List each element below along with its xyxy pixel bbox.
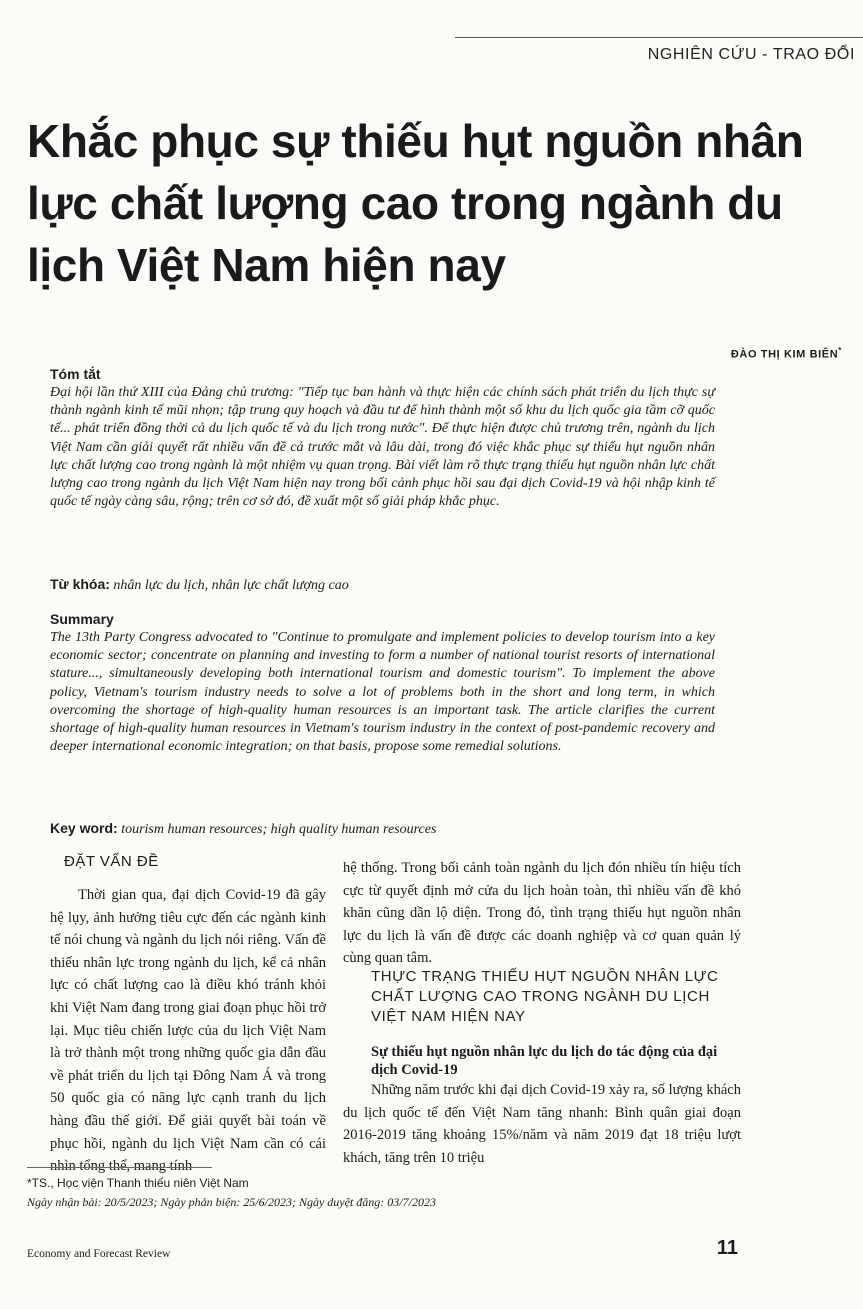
journal-name: Economy and Forecast Review [27,1248,171,1260]
right-column-bottom [343,1079,741,1169]
keywords-en-label: Key word: [50,820,118,836]
abstract-en-heading: Summary [50,611,114,627]
section-header: NGHIÊN CỨU - TRAO ĐỔI [647,46,855,63]
footnote-rule [27,1167,212,1168]
subsection-heading: Sự thiếu hụt nguồn nhân lực du lịch do tác động của đại dịch Covid-19 [371,1044,718,1078]
header-rule [455,37,863,38]
right-paragraph-2: Những năm trước khi đại dịch Covid-19 xảy ra, số lượng khách du lịch quốc tế đến Việt Nam tăng nhanh: Bình quân giai đoạn 2016-2019 tăng khoảng 15%/năm và năm 2019 đạt 18 triệu lượt khách, tăng trên 10 triệu [343,1082,741,1166]
page-number: 11 [716,1237,738,1259]
author-name: ĐÀO THỊ KIM BIÊN [730,348,839,361]
section-heading-status: THỰC TRẠNG THIẾU HỤT NGUỒN NHÂN LỰC CHẤT LƯỢNG CAO TRONG NGÀNH DU LỊCH VIỆT NAM HIỆN NAY [371,968,719,1025]
author [560,346,842,361]
footnote-affiliation: *TS., Học viện Thanh thiếu niên Việt Nam [27,1176,249,1190]
abstract-vi-text: Đại hội lần thứ XIII của Đảng chủ trương: "Tiếp tục ban hành và thực hiện các chính sách phát triển du lịch thực sự thành ngành kinh tế mũi nhọn; tập trung quy hoạch và đầu tư để hình thành một số khu du lịch quốc gia tầm cỡ quốc tế... phát triển đồng thời cả du lịch quốc tế và du lịch trong nước". Để thực hiện được chủ trương trên, ngành du lịch Việt Nam cần giải quyết rất nhiều vấn đề cả trước mắt và lâu dài, trong đó việc khắc phục sự thiếu hụt nguồn nhân lực chất lượng cao trong ngành là một nhiệm vụ quan trọng. Bài viết làm rõ thực trạng thiếu hụt nguồn nhân lực chất lượng cao trong ngành du lịch Việt Nam hiện nay trong bối cảnh phục hồi sau đại dịch Covid-19 và hội nhập kinh tế quốc tế ngày càng sâu, rộng; trên cơ sở đó, đề xuất một số giải pháp khắc phục. [50,385,715,510]
right-column-top [343,857,741,970]
article-title: Khắc phục sự thiếu hụt nguồn nhân lực chất lượng cao trong ngành du lịch Việt Nam hiện nay [27,115,804,291]
keywords-vi-text: nhân lực du lịch, nhân lực chất lượng cao [113,578,349,593]
keywords-vi-label: Từ khóa: [50,576,110,592]
abstract-en-text: The 13th Party Congress advocated to "Continue to promulgate and implement policies to develop tourism into a key economic sector; concentrate on planning and investing to form a number of national tourist resorts of international stature..., simultaneously developing both international tourism and domestic tourism". To implement the above policy, Vietnam's tourism industry needs to solve a lot of problems both in the short and long term, in which overcoming the shortage of high-quality human resources is an important task. The article clarifies the current shortage of high-quality human resources in Vietnam's tourism industry in the context of post-pandemic recovery and deeper international economic integration; on that basis, propose some remedial solutions. [50,630,715,755]
intro-column [50,884,326,1178]
keywords-en [50,820,740,838]
author-mark: * [838,346,842,355]
keywords-en-text: tourism human resources; high quality human resources [121,822,437,837]
keywords-vi [50,576,740,594]
intro-paragraph: Thời gian qua, đại dịch Covid-19 đã gây hệ lụy, ảnh hưởng tiêu cực đến các ngành kinh tế nói chung và ngành du lịch nói riêng. Vấn đề thiếu nhân lực trong ngành du lịch, kể cả nhân lực có chất lượng cao là điều khó tránh khỏi khi Việt Nam đang trong giai đoạn phục hồi trở lại. Mục tiêu chiến lược của du lịch Việt Nam là trở thành một trong những quốc gia dẫn đầu về phát triển du lịch tại Đông Nam Á và trong 50 quốc gia có năng lực cạnh tranh du lịch hàng đầu thế giới. Để giải quyết bài toán về phục hồi, ngành du lịch Việt Nam cần có cái nhìn tổng thể, mang tính [50,887,326,1175]
right-paragraph-1: hệ thống. Trong bối cảnh toàn ngành du lịch đón nhiều tín hiệu tích cực từ quyết định mở cửa du lịch hoàn toàn, thì nhiều vấn đề khó khăn cũng dần lộ diện. Trong đó, tình trạng thiếu hụt nguồn nhân lực du lịch là vấn đề được các doanh nghiệp và cơ quan quản lý cùng quan tâm. [343,860,741,967]
footnote-dates: Ngày nhận bài: 20/5/2023; Ngày phản biện: 25/6/2023; Ngày duyệt đăng: 03/7/2023 [27,1195,436,1209]
section-heading-intro: ĐẶT VẤN ĐỀ [64,853,159,870]
abstract-vi-heading: Tóm tắt [50,366,101,382]
